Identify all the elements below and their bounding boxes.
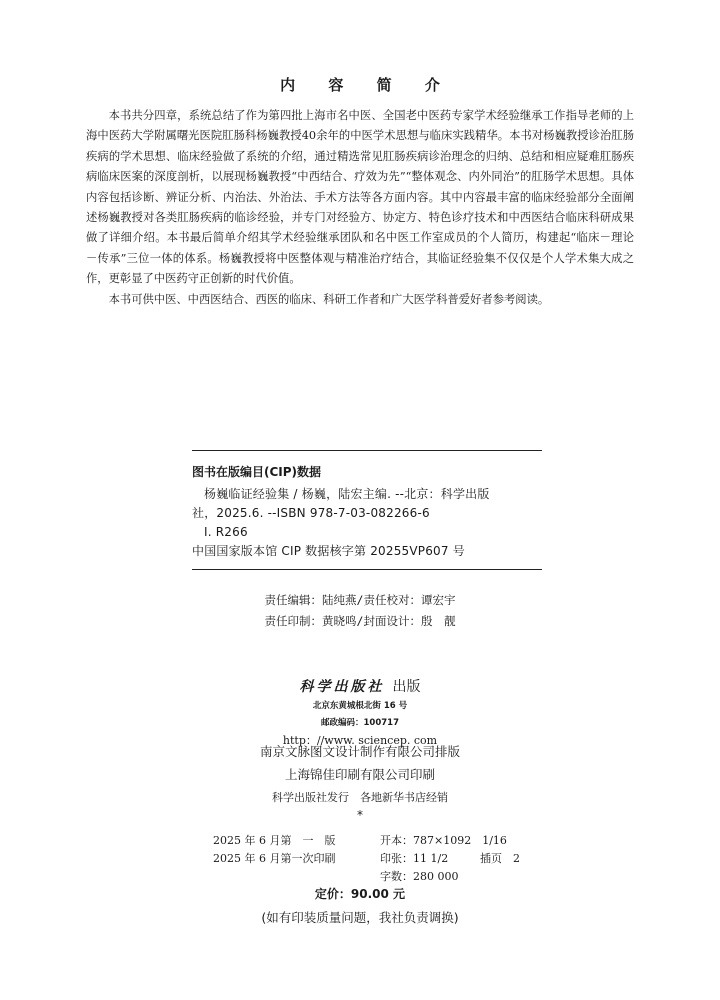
quality-note: (如有印装质量问题，我社负责调换) [261,910,459,925]
separator: * [357,808,363,822]
format: 开本：787×1092 1/16 [380,834,507,847]
publisher-url: http：//www. sciencep. com [282,734,438,747]
cip-line: 社，2025.6. --ISBN 978-7-03-082266-6 [192,506,430,520]
edition-date: 2025 年 6 月第 一 版 [213,834,336,847]
publisher-address: 北京东黄城根北街 16 号 [312,701,408,711]
cip-line: Ⅰ. R266 [204,525,248,539]
word-count: 字数：280 000 [380,870,459,883]
summary-text [86,106,634,310]
staff-line: 责任印制：黄晓鸣/封面设计：殷 靓 [264,614,456,628]
summary-paragraph: 本书可供中医、中西医结合、西医的临床、科研工作者和广大医学科普爱好者参考阅读。 [108,292,550,306]
cip-line: 杨巍临证经验集 / 杨巍，陆宏主编. --北京：科学出版 [204,487,490,501]
cip-line: 中国国家版本馆 CIP 数据核字第 20255VP607 号 [192,544,465,558]
print-date: 2025 年 6 月第一次印刷 [213,852,336,865]
typeset-line: 南京文脉图文设计制作有限公司排版 [259,744,460,759]
publisher-postcode: 邮政编码：100717 [321,718,399,728]
cip-block [192,450,542,570]
distribution-line: 科学出版社发行 各地新华书店经销 [272,791,448,804]
section-title: 内 容 简 介 [280,76,454,94]
printing-block [0,740,720,809]
publisher-name [0,676,720,696]
publisher-suffix: 出版 [392,679,421,695]
cip-heading: 图书在版编目(CIP)数据 [192,465,322,479]
plates: 插页 2 [480,852,520,865]
staff-line: 责任编辑：陆纯燕/责任校对：谭宏宇 [264,593,456,607]
publisher-block [0,676,720,748]
edition-block [213,832,553,886]
publisher-logo: 科学出版社 [299,679,385,695]
summary-paragraph: 本书共分四章，系统总结了作为第四批上海市名中医、全国老中医药专家学术经验继承工作指导老师的上海中医药大学附属曙光医院肛肠科杨巍教授40余年的中医学术思想与临床实践精华。本书对杨巍教授诊治肛肠疾病的学术思想、临床经验做了系统的介绍，通过精选常见肛肠疾病诊治理念的归纳、总结和相应疑难肛肠疾病临床医案的深度剖析，以展现杨巍教授“中西结合、疗效为先”“整体观念、内外同治”的肛肠学术思想。具体内容包括诊断、辨证分析、内治法、外治法、手术方法等各方面内容。其中内容最丰富的临床经验部分全面阐述杨巍教授对各类肛肠疾病的临诊经验，并专门对经验方、协定方、特色诊疗技术和中西医结合临床科研成果做了详细介绍。本书最后简单介绍其学术经验继承团队和名中医工作室成员的个人简历，构建起“临床－理论－传承”三位一体的体系。杨巍教授将中医整体观与精准治疗结合，其临证经验集不仅仅是个人学术集大成之作，更彰显了中医药守正创新的时代价值。 [86,109,634,286]
price: 定价：90.00 元 [314,887,406,901]
printer-line: 上海锦佳印刷有限公司印刷 [284,767,435,782]
sheets: 印张：11 1/2 [380,852,449,865]
staff-credits [0,590,720,632]
